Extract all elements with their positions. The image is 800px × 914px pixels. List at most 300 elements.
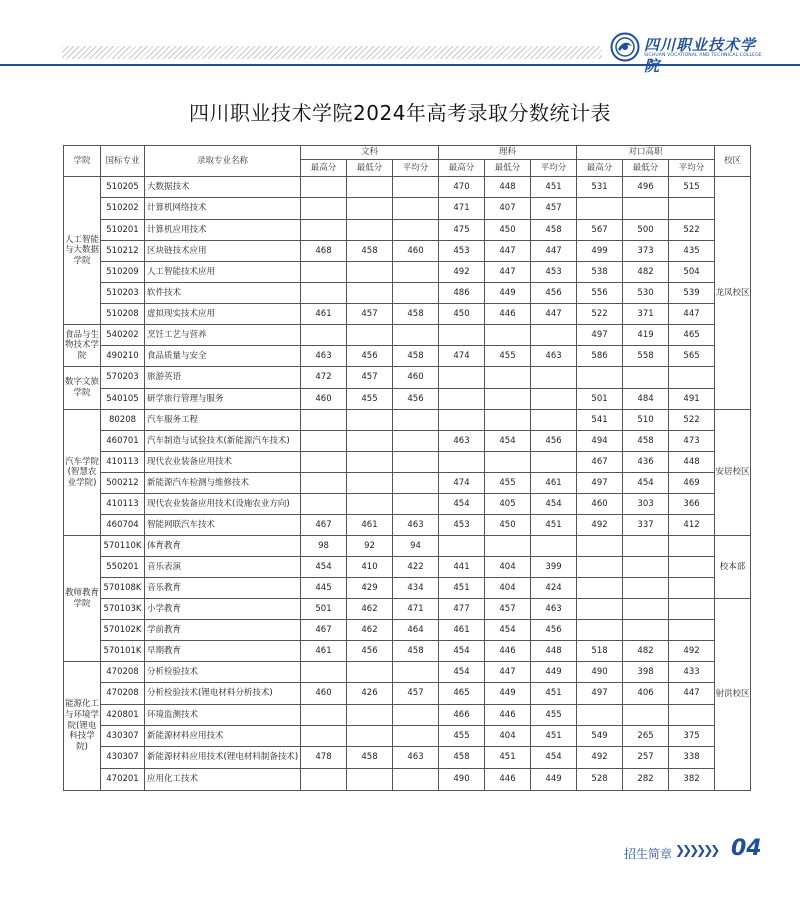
arts-min-score: 462 (347, 599, 393, 620)
science-avg-score: 447 (531, 241, 577, 262)
arts-avg-score: 463 (393, 747, 439, 769)
major-name-cell: 虚拟现实技术应用 (145, 304, 301, 325)
science-min-score: 446 (485, 705, 531, 726)
vocational-min-score: 265 (623, 726, 669, 747)
vocational-min-score (623, 599, 669, 620)
table-row (64, 473, 751, 494)
major-code-cell: 550201 (101, 557, 145, 578)
science-avg-score: 461 (531, 473, 577, 494)
major-name-cell: 智能网联汽车技术 (145, 515, 301, 536)
arts-min-score (347, 662, 393, 683)
arts-min-score (347, 198, 393, 220)
vocational-avg-score: 447 (669, 683, 715, 705)
arts-min-score: 456 (347, 346, 393, 367)
arts-avg-score (393, 473, 439, 494)
vocational-avg-score: 433 (669, 662, 715, 683)
table-row (64, 641, 751, 662)
arts-max-score (301, 177, 347, 198)
logo-english-name: SICHUAN VOCATIONAL AND TECHNICAL COLLEGE (644, 53, 762, 58)
vocational-max-score (577, 599, 623, 620)
science-max-score: 454 (439, 662, 485, 683)
major-name-cell: 软件技术 (145, 283, 301, 304)
major-name-cell: 现代农业装备应用技术(设施农业方向) (145, 494, 301, 515)
major-code-cell: 470201 (101, 769, 145, 791)
science-min-score: 407 (485, 198, 531, 220)
science-max-score (439, 325, 485, 346)
science-avg-score: 447 (531, 304, 577, 325)
science-max-score: 477 (439, 599, 485, 620)
header-avg: 平均分 (393, 160, 439, 177)
vocational-avg-score: 522 (669, 410, 715, 431)
major-code-cell: 570103K (101, 599, 145, 620)
arts-min-score (347, 431, 393, 452)
arts-min-score: 455 (347, 389, 393, 410)
arts-avg-score (393, 177, 439, 198)
major-code-cell: 470208 (101, 662, 145, 683)
arts-avg-score: 457 (393, 683, 439, 705)
science-avg-score: 399 (531, 557, 577, 578)
arts-avg-score: 458 (393, 641, 439, 662)
table-row (64, 705, 751, 726)
arts-max-score: 460 (301, 389, 347, 410)
vocational-min-score: 484 (623, 389, 669, 410)
major-name-cell: 区块链技术应用 (145, 241, 301, 262)
vocational-avg-score: 539 (669, 283, 715, 304)
science-max-score: 490 (439, 769, 485, 791)
science-min-score (485, 367, 531, 389)
science-max-score (439, 452, 485, 473)
vocational-max-score (577, 198, 623, 220)
vocational-max-score: 522 (577, 304, 623, 325)
arts-avg-score: 471 (393, 599, 439, 620)
campus-name-cell: 龙凤校区 (715, 177, 751, 410)
science-min-score: 446 (485, 304, 531, 325)
science-max-score: 450 (439, 304, 485, 325)
arts-min-score: 461 (347, 515, 393, 536)
major-name-cell: 新能源材料应用技术(锂电材料制备技术) (145, 747, 301, 769)
vocational-avg-score: 412 (669, 515, 715, 536)
science-avg-score: 455 (531, 705, 577, 726)
major-code-cell: 540105 (101, 389, 145, 410)
major-code-cell: 540202 (101, 325, 145, 346)
header-group-arts: 文科 (301, 146, 439, 160)
major-code-cell: 490210 (101, 346, 145, 367)
science-max-score: 453 (439, 241, 485, 262)
vocational-avg-score (669, 599, 715, 620)
major-code-cell: 570102K (101, 620, 145, 641)
science-avg-score: 451 (531, 177, 577, 198)
vocational-avg-score: 447 (669, 304, 715, 325)
science-avg-score: 451 (531, 683, 577, 705)
footer-label: 招生简章 (624, 847, 673, 861)
science-max-score: 463 (439, 431, 485, 452)
arts-max-score (301, 325, 347, 346)
header-major: 录取专业名称 (145, 146, 301, 177)
science-min-score: 450 (485, 220, 531, 241)
arts-min-score (347, 283, 393, 304)
science-avg-score: 453 (531, 262, 577, 283)
table-row (64, 198, 751, 220)
major-code-cell: 410113 (101, 452, 145, 473)
college-name-cell: 数字文旅学院 (64, 367, 101, 410)
major-code-cell: 420801 (101, 705, 145, 726)
arts-min-score: 458 (347, 241, 393, 262)
vocational-max-score: 467 (577, 452, 623, 473)
table-row (64, 410, 751, 431)
major-name-cell: 计算机网络技术 (145, 198, 301, 220)
major-name-cell: 人工智能技术应用 (145, 262, 301, 283)
vocational-min-score: 510 (623, 410, 669, 431)
table-row (64, 452, 751, 473)
major-name-cell: 分析检验技术(锂电材料分析技术) (145, 683, 301, 705)
arts-min-score (347, 410, 393, 431)
science-min-score: 457 (485, 599, 531, 620)
arts-avg-score: 434 (393, 578, 439, 599)
science-min-score: 405 (485, 494, 531, 515)
science-avg-score: 456 (531, 620, 577, 641)
college-name-cell: 食品与生物技术学院 (64, 325, 101, 367)
vocational-max-score: 494 (577, 431, 623, 452)
vocational-avg-score (669, 367, 715, 389)
vocational-max-score: 541 (577, 410, 623, 431)
arts-min-score (347, 726, 393, 747)
arts-min-score: 410 (347, 557, 393, 578)
major-name-cell: 学前教育 (145, 620, 301, 641)
major-code-cell: 510212 (101, 241, 145, 262)
header-group-vocational: 对口高职 (577, 146, 715, 160)
major-name-cell: 应用化工技术 (145, 769, 301, 791)
table-row (64, 620, 751, 641)
science-min-score: 454 (485, 431, 531, 452)
page-number: 04 (731, 836, 762, 861)
arts-avg-score (393, 431, 439, 452)
vocational-min-score: 398 (623, 662, 669, 683)
vocational-max-score (577, 620, 623, 641)
arts-max-score (301, 452, 347, 473)
arts-avg-score (393, 705, 439, 726)
arts-min-score (347, 452, 393, 473)
campus-name-cell: 射洪校区 (715, 599, 751, 791)
science-min-score: 447 (485, 262, 531, 283)
vocational-min-score: 282 (623, 769, 669, 791)
arts-avg-score (393, 410, 439, 431)
college-name-cell: 汽车学院(智慧农业学院) (64, 410, 101, 536)
arts-max-score (301, 726, 347, 747)
major-name-cell: 食品质量与安全 (145, 346, 301, 367)
arts-max-score: 501 (301, 599, 347, 620)
major-code-cell: 510209 (101, 262, 145, 283)
major-code-cell: 500212 (101, 473, 145, 494)
vocational-max-score: 497 (577, 683, 623, 705)
vocational-avg-score: 448 (669, 452, 715, 473)
science-avg-score: 456 (531, 431, 577, 452)
major-code-cell: 470208 (101, 683, 145, 705)
science-max-score: 458 (439, 747, 485, 769)
arts-max-score: 454 (301, 557, 347, 578)
vocational-max-score: 497 (577, 473, 623, 494)
table-row (64, 726, 751, 747)
arts-avg-score (393, 220, 439, 241)
science-max-score: 453 (439, 515, 485, 536)
arts-min-score (347, 262, 393, 283)
header-min: 最低分 (623, 160, 669, 177)
arts-max-score: 468 (301, 241, 347, 262)
science-min-score (485, 325, 531, 346)
vocational-max-score (577, 367, 623, 389)
header-hatch-bar (62, 46, 602, 59)
science-min-score: 449 (485, 283, 531, 304)
vocational-max-score (577, 536, 623, 557)
science-avg-score (531, 452, 577, 473)
arts-avg-score: 460 (393, 241, 439, 262)
vocational-max-score: 518 (577, 641, 623, 662)
major-code-cell: 460704 (101, 515, 145, 536)
vocational-max-score: 531 (577, 177, 623, 198)
vocational-min-score: 558 (623, 346, 669, 367)
vocational-min-score: 496 (623, 177, 669, 198)
vocational-avg-score: 504 (669, 262, 715, 283)
college-emblem-icon (610, 32, 640, 62)
vocational-min-score: 337 (623, 515, 669, 536)
vocational-max-score (577, 705, 623, 726)
science-avg-score: 457 (531, 198, 577, 220)
header-avg: 平均分 (669, 160, 715, 177)
arts-max-score: 460 (301, 683, 347, 705)
table-row (64, 367, 751, 389)
arts-max-score: 98 (301, 536, 347, 557)
major-name-cell: 旅游英语 (145, 367, 301, 389)
arts-avg-score: 422 (393, 557, 439, 578)
table-row (64, 262, 751, 283)
header-code: 国标专业 (101, 146, 145, 177)
major-name-cell: 烹饪工艺与营养 (145, 325, 301, 346)
science-avg-score: 463 (531, 599, 577, 620)
vocational-max-score: 499 (577, 241, 623, 262)
header-avg: 平均分 (531, 160, 577, 177)
major-code-cell: 510208 (101, 304, 145, 325)
arts-max-score: 467 (301, 515, 347, 536)
arts-min-score (347, 177, 393, 198)
vocational-avg-score (669, 198, 715, 220)
arts-min-score: 456 (347, 641, 393, 662)
science-min-score: 404 (485, 726, 531, 747)
science-avg-score: 449 (531, 662, 577, 683)
science-min-score: 455 (485, 473, 531, 494)
science-min-score: 404 (485, 557, 531, 578)
science-min-score (485, 452, 531, 473)
science-max-score: 454 (439, 494, 485, 515)
vocational-avg-score: 382 (669, 769, 715, 791)
arts-max-score (301, 220, 347, 241)
arts-max-score: 461 (301, 304, 347, 325)
vocational-avg-score (669, 620, 715, 641)
science-avg-score: 448 (531, 641, 577, 662)
vocational-avg-score: 522 (669, 220, 715, 241)
vocational-max-score: 460 (577, 494, 623, 515)
arts-avg-score (393, 325, 439, 346)
table-header-row (64, 146, 751, 160)
arts-max-score: 461 (301, 641, 347, 662)
college-logo (610, 32, 770, 75)
vocational-min-score (623, 620, 669, 641)
arts-avg-score (393, 726, 439, 747)
vocational-avg-score: 375 (669, 726, 715, 747)
science-min-score: 455 (485, 346, 531, 367)
major-code-cell: 510205 (101, 177, 145, 198)
vocational-max-score: 490 (577, 662, 623, 683)
header-min: 最低分 (485, 160, 531, 177)
vocational-min-score (623, 578, 669, 599)
science-avg-score: 458 (531, 220, 577, 241)
science-max-score: 486 (439, 283, 485, 304)
table-row (64, 536, 751, 557)
major-code-cell: 410113 (101, 494, 145, 515)
vocational-min-score (623, 536, 669, 557)
science-max-score: 474 (439, 473, 485, 494)
vocational-avg-score: 338 (669, 747, 715, 769)
science-avg-score: 451 (531, 726, 577, 747)
major-name-cell: 体育教育 (145, 536, 301, 557)
vocational-min-score (623, 705, 669, 726)
science-avg-score (531, 410, 577, 431)
science-min-score: 447 (485, 662, 531, 683)
vocational-avg-score: 515 (669, 177, 715, 198)
arts-min-score (347, 705, 393, 726)
vocational-avg-score: 435 (669, 241, 715, 262)
arts-min-score: 426 (347, 683, 393, 705)
vocational-max-score: 556 (577, 283, 623, 304)
vocational-max-score (577, 578, 623, 599)
vocational-max-score: 528 (577, 769, 623, 791)
vocational-min-score (623, 367, 669, 389)
table-row (64, 494, 751, 515)
table-row (64, 346, 751, 367)
table-row (64, 241, 751, 262)
major-name-cell: 小学教育 (145, 599, 301, 620)
major-code-cell: 510202 (101, 198, 145, 220)
science-max-score: 441 (439, 557, 485, 578)
major-code-cell: 570101K (101, 641, 145, 662)
major-name-cell: 早期教育 (145, 641, 301, 662)
vocational-avg-score (669, 557, 715, 578)
arts-avg-score: 464 (393, 620, 439, 641)
science-max-score (439, 410, 485, 431)
vocational-min-score: 373 (623, 241, 669, 262)
vocational-avg-score: 565 (669, 346, 715, 367)
arts-avg-score (393, 494, 439, 515)
major-code-cell: 460701 (101, 431, 145, 452)
table-row (64, 578, 751, 599)
science-avg-score: 449 (531, 769, 577, 791)
vocational-min-score: 257 (623, 747, 669, 769)
header-group-science: 理科 (439, 146, 577, 160)
major-code-cell: 570110K (101, 536, 145, 557)
arts-min-score: 457 (347, 304, 393, 325)
major-code-cell: 510201 (101, 220, 145, 241)
arts-min-score: 429 (347, 578, 393, 599)
science-avg-score (531, 367, 577, 389)
vocational-min-score: 436 (623, 452, 669, 473)
arts-avg-score (393, 452, 439, 473)
science-max-score: 466 (439, 705, 485, 726)
science-max-score (439, 367, 485, 389)
major-name-cell: 新能源汽车检测与维修技术 (145, 473, 301, 494)
major-name-cell: 新能源材料应用技术 (145, 726, 301, 747)
header-college: 学院 (64, 146, 101, 177)
science-min-score: 446 (485, 641, 531, 662)
arts-max-score (301, 494, 347, 515)
arts-max-score (301, 198, 347, 220)
science-min-score (485, 410, 531, 431)
logo-name: 四川职业技术学院 (644, 36, 757, 75)
science-min-score: 448 (485, 177, 531, 198)
major-code-cell: 430307 (101, 747, 145, 769)
arts-avg-score (393, 769, 439, 791)
arts-max-score (301, 705, 347, 726)
arts-min-score: 457 (347, 367, 393, 389)
science-max-score: 470 (439, 177, 485, 198)
arts-avg-score (393, 198, 439, 220)
vocational-min-score: 458 (623, 431, 669, 452)
arts-min-score (347, 325, 393, 346)
arts-avg-score: 456 (393, 389, 439, 410)
science-avg-score (531, 325, 577, 346)
arts-max-score (301, 769, 347, 791)
page-title: 四川职业技术学院2024年高考录取分数统计表 (189, 101, 611, 125)
science-max-score (439, 389, 485, 410)
vocational-min-score: 303 (623, 494, 669, 515)
vocational-max-score: 497 (577, 325, 623, 346)
arts-avg-score (393, 283, 439, 304)
admission-score-table (63, 145, 751, 791)
science-min-score: 449 (485, 683, 531, 705)
major-code-cell: 570203 (101, 367, 145, 389)
arts-min-score: 458 (347, 747, 393, 769)
science-avg-score: 463 (531, 346, 577, 367)
major-name-cell: 音乐教育 (145, 578, 301, 599)
vocational-avg-score (669, 705, 715, 726)
arts-max-score (301, 410, 347, 431)
arts-max-score: 478 (301, 747, 347, 769)
vocational-max-score: 501 (577, 389, 623, 410)
major-code-cell: 570108K (101, 578, 145, 599)
science-max-score: 461 (439, 620, 485, 641)
table-row (64, 304, 751, 325)
table-row (64, 662, 751, 683)
vocational-min-score: 454 (623, 473, 669, 494)
science-min-score: 450 (485, 515, 531, 536)
header-max: 最高分 (577, 160, 623, 177)
vocational-max-score (577, 557, 623, 578)
vocational-max-score: 549 (577, 726, 623, 747)
science-min-score: 404 (485, 578, 531, 599)
vocational-avg-score: 469 (669, 473, 715, 494)
major-name-cell: 研学旅行管理与服务 (145, 389, 301, 410)
science-avg-score (531, 389, 577, 410)
vocational-avg-score: 491 (669, 389, 715, 410)
vocational-min-score: 482 (623, 641, 669, 662)
footer-chevrons-icon: ❯❯❯❯❯❯ (675, 843, 718, 857)
science-min-score: 447 (485, 241, 531, 262)
arts-max-score: 445 (301, 578, 347, 599)
arts-avg-score (393, 662, 439, 683)
arts-max-score (301, 262, 347, 283)
campus-name-cell: 校本部 (715, 536, 751, 599)
campus-name-cell: 安居校区 (715, 410, 751, 536)
arts-avg-score: 463 (393, 515, 439, 536)
major-name-cell: 大数据技术 (145, 177, 301, 198)
table-row (64, 283, 751, 304)
